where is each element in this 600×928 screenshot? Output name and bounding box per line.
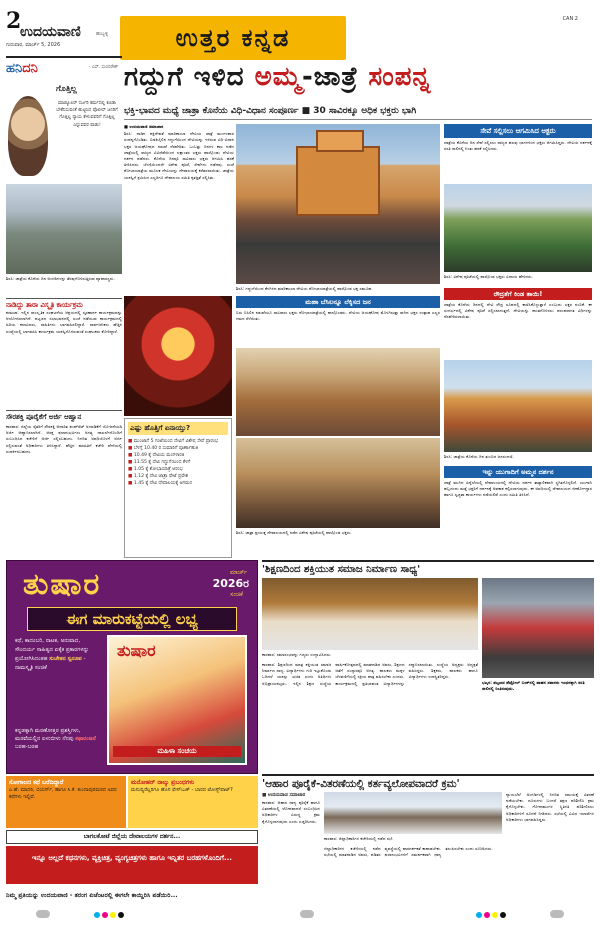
tushara-bottom-b: ಬರಹ-ಬರಹ xyxy=(15,744,39,750)
mid-box-title: ಮಹಾ ಬೆಸಿಲನ್ನೂ ಲೆಕ್ಕಿಸದ ಜನ xyxy=(236,296,440,308)
timeline-text: 11.55 ಕ್ಕೆ ದೇವಿ ಗದ್ದುಗೆಯಿಂದ ಕೆಳಗೆ xyxy=(133,460,191,465)
hanidani-column xyxy=(6,56,122,180)
right-box2-text: ಜಾತ್ರೆ ಮುಗಿದ ಹಿನ್ನೆಲೆಯಲ್ಲಿ ದೇವಾಲಯದಲ್ಲಿ ದೇವಿಯ ದರ್ಶನ ತಾತ್ಕಾಲಿಕವಾಗಿ ಸ್ಥಗಿತಗೊಳ್ಳಲಿದೆ. ಯುಗಾದಿ ಹಬ್ಬದಂದು ಮತ್ತೆ ಭಕ್ತರಿಗೆ ದರ್ಶನಕ್ಕೆ ಅವಕಾಶ ಕಲ್ಪಿಸಲಾಗುವುದು. ಈ ಅವಧಿಯಲ್ಲಿ ದೇವಾಲಯದ ಜೀರ್ಣೋದ್ಧಾರ ಹಾಗೂ ಸ್ವಚ್ಛತಾ ಕಾರ್ಯಗಳು ನಡೆಯಲಿವೆ ಎಂದು ಸಮಿತಿ ತಿಳಿಸಿದೆ. xyxy=(444,480,592,498)
hanidani-byline: - ಎಸ್. ಸುಂದರೇಶ್ xyxy=(88,65,118,70)
story4-headline: 'ಆಹಾರ ಪೂರೈಕೆ-ವಿತರಣೆಯಲ್ಲಿ ಕರ್ತವ್ಯಲೋಪವಾದರೆ ಕ್ರಮ' xyxy=(262,774,594,791)
ad-yellow-body: ಮನುಷ್ಯರೆಲ್ಲರಿಗೂ ಹೊಸ ಫೇಸ್‌ಬುಕ್ - ಬಾರದ ಟೋಸ್ಟ್‌ಪಾಟ್? xyxy=(131,787,233,793)
tushara-cover-image xyxy=(107,635,247,765)
main-headline-part-d: ಸಂಪನ್ನ xyxy=(368,62,432,92)
main-story-body xyxy=(124,124,234,284)
right-box1-title: ರೌದ್ರತೆಗೆ ಕಿಂಡ ತಾಯಿ! xyxy=(444,288,592,300)
paper-edition-city: ಹುಬ್ಬಳ್ಳಿ xyxy=(96,31,109,37)
right-photo-caption: ಶಿರಸಿ: ಜಾತ್ರೆಯ ಕೊನೆಯ ದಿನ ತುಂಬಿದ ಜನಸಂದಣಿ. xyxy=(444,454,514,459)
main-headline-part-a: ಗದ್ದುಗೆ ಇಳಿದ xyxy=(124,62,255,92)
left-photo-caption: ಶಿರಸಿ: ಜಾತ್ರೆಯ ಕೊನೆಯ ದಿನ ಅಂಗಡಿಗಳನ್ನು ತೆರವುಗೊಳಿಸುತ್ತಿರುವ ವ್ಯಾಪಾರಸ್ಥರು. xyxy=(6,276,115,281)
left-story2-body xyxy=(6,424,122,552)
hanidani-body: ಮಾಡ್ಯೂಲರ್ ಸರ್ಜರಿ ಕರ್ಮದಲ್ಲಿ ಕೂಡಾ ಬೇಕೆನಿಸುವಂತೆ ಹುಟ್ಟಿಸಿದ ಪೊಲೀಸ್ ಜನರಿಗೆ ಗೊತ್ತಿಲ್ಲ ನ್ಯಾಯ ಕೇಳುವವರಿಗೆ ಗೊತ್ತಿಲ್ಲ ಎನ್ನುವವರ ಪಾಡು! xyxy=(56,101,118,128)
main-temple-photo xyxy=(236,124,440,284)
timeline-item xyxy=(128,438,228,445)
main-photo-caption: ಶಿರಸಿ: ಗದ್ದುಗೆಯಿಂದ ಕೆಳಗಿಳಿದ ಮಾರಿಕಾಂಬಾ ದೇವಿಯ ಶೋಭಾಯಾತ್ರೆಯಲ್ಲಿ ಪಾಲ್ಗೊಂಡ ಭಕ್ತ ಸಮೂಹ. xyxy=(236,286,373,291)
tushara-blurb xyxy=(15,637,95,673)
cmyk-dot-icon xyxy=(110,912,116,918)
side-box1-text: ಜಾತ್ರೆಯ ಕೊನೆಯ ದಿನ ಸೇವೆ ಸಲ್ಲಿಸಲು ರಾಜ್ಯದ ಹಲವು ಭಾಗಗಳಿಂದ ಭಕ್ತರು ಆಗಮಿಸಿದ್ದರು. ದೇವಿಯ ದರ್ಶನಕ್ಕೆ ಸರತಿ ಸಾಲಿನಲ್ಲಿ ನಿಂತು ಹರಕೆ ಸಲ್ಲಿಸಿದರು. xyxy=(444,140,592,152)
mid-box-body xyxy=(236,310,440,346)
tushara-bottom-text xyxy=(15,727,105,751)
page-code: CAN 2 xyxy=(562,16,578,22)
tushara-blurb-highlight: ಸುಚೇತನ ಸ್ವರೂಪ xyxy=(49,656,82,662)
edition-title: ಉತ್ತರ ಕನ್ನಡ xyxy=(175,24,291,52)
story4-text2: ಜಿಲ್ಲಾಧಿಕಾರಿಗಳ ಕಚೇರಿಯಲ್ಲಿ ನಡೆದ ಸಭೆಯಲ್ಲಿ ಮಾತನಾಡಿದ ಅವರು, ಪಡಿತರ ವ್ಯವಸ್ಥೆಯಲ್ಲಿ ಪಾರದರ್ಶಕತೆ ಕಾಪಾಡಬೇಕು. ಫಲಾನುಭವಿಗಳಿಗೆ ಸಮರ್ಪಕವಾಗಿ ಧಾನ್ಯ ತಲುಪಿಸಬೇಕು ಎಂದು ಸೂಚಿಸಿದರು. xyxy=(324,846,493,858)
main-subheadline: ಭಕ್ತಿ-ಭಾವದ ಮಧ್ಯೆ ಜಾತ್ರಾ ಕೊನೆಯ ವಿಧಿ-ವಿಧಾನ ಸಂಪೂರ್ಣ ■ 30 ಸಾವಿರಕ್ಕೂ ಅಧಿಕ ಭಕ್ತರು ಭಾಗಿ xyxy=(124,106,417,116)
hanidani-brand-b: ದನಿ xyxy=(22,61,38,76)
bullet-icon: ■ xyxy=(128,460,133,465)
cmyk-dot-icon xyxy=(492,912,498,918)
registration-mark xyxy=(36,910,50,918)
tushara-special-label: ಸಂಚಿಕೆ xyxy=(230,591,243,598)
edition-banner xyxy=(120,16,346,60)
ad-yellow-box xyxy=(128,776,258,828)
left-news-photo xyxy=(6,184,122,274)
main-divider xyxy=(124,119,592,120)
tushara-tagline: ಈಗ ಮಾರುಕಟ್ಟೆಯಲ್ಲಿ ಲಭ್ಯ xyxy=(27,607,237,631)
tushara-logo: ತುಷಾರ xyxy=(23,567,102,602)
timeline-text: ಮುಂಜಾನೆ 5 ಗಂಟೆಯಿಂದ ದೇವಿಗೆ ವಿಶೇಷ ಸೇವೆ ಪ್ರಾರಂಭ xyxy=(133,439,219,444)
story3-headline: 'ಶಿಕ್ಷಣದಿಂದ ಶಕ್ತಿಯುತ ಸಮಾಜ ನಿರ್ಮಾಣ ಸಾಧ್ಯ' xyxy=(262,560,594,575)
timeline-text: 10.49 ಕ್ಕೆ ದೇವಿಯ ಮಂಗಳಾರತಿ xyxy=(133,453,185,458)
tushara-advertisement[interactable] xyxy=(6,560,258,774)
tushara-cover-title: ಮಹಿಳಾ ಸಂಚಯ xyxy=(113,746,241,757)
timeline-question: ಎಷ್ಟು ಹೊತ್ತಿಗೆ ಏನಾಯ್ತು? xyxy=(128,422,228,435)
left-story1-text: ಕುಮಟಾ: ಇಲ್ಲಿನ ಸಾಂಸ್ಕೃತಿಕ ಸಂಘಟನೆಯ ಆಶ್ರಯದಲ್ಲಿ ಸ್ಮರಣಾರ್ಥ ಕಾರ್ಯಕ್ರಮವನ್ನು ಆಯೋಜಿಸಲಾಗಿದೆ. ಪಟ್ಟಣದ ಸಭಾಭವನದಲ್ಲಿ ಸಂಜೆ ನಡೆಯುವ ಕಾರ್ಯಕ್ರಮದಲ್ಲಿ ಹಿರಿಯ ಕಲಾವಿದರು, ಸಾಹಿತಿಗಳು ಭಾಗವಹಿಸಲಿದ್ದಾರೆ. ಸಾರ್ವಜನಿಕರು ಹೆಚ್ಚಿನ ಸಂಖ್ಯೆಯಲ್ಲಿ ಭಾಗವಹಿಸಿ ಕಾರ್ಯಕ್ರಮ ಯಶಸ್ವಿಗೊಳಿಸುವಂತೆ ಸಂಘಟಕರು ಕೋರಿದ್ದಾರೆ. xyxy=(6,310,122,334)
dateline: ಗುರುವಾರ, ಮಾರ್ಚ್ 5, 2026 xyxy=(6,42,61,48)
bullet-icon: ■ xyxy=(128,481,133,486)
bullet-icon: ■ xyxy=(128,474,133,479)
timeline-item xyxy=(128,452,228,459)
story3-text: ಕಾರವಾರ: ಶಿಕ್ಷಣದಿಂದ ಮಾತ್ರ ಶಕ್ತಿಯುತ ಸಮಾಜ ನಿರ್ಮಾಣ ಸಾಧ್ಯ. ವಿದ್ಯಾರ್ಥಿಗಳು ಗುರಿ ಇಟ್ಟುಕೊಂಡು ಓದಿದರೆ ಯಶಸ್ಸು ಖಚಿತ ಎಂದು ಅತಿಥಿಗಳು ಅಭಿಪ್ರಾಯಪಟ್ಟರು. ಇಲ್ಲಿನ ಶಿಕ್ಷಣ ಸಂಸ್ಥೆಯ ವಾರ್ಷಿಕೋತ್ಸವದಲ್ಲಿ ಮಾತನಾಡಿದ ಅವರು, ಶಿಕ್ಷಣದ ಜತೆಗೆ ಸಂಸ್ಕಾರವೂ ಅಗತ್ಯ. ಪಾಲಕರು ಮಕ್ಕಳ ಬೆಳವಣಿಗೆಯಲ್ಲಿ ಸಕ್ರಿಯ ಪಾತ್ರ ವಹಿಸಬೇಕು ಎಂದರು. ಕಾರ್ಯಕ್ರಮದಲ್ಲಿ ಪ್ರತಿಭಾವಂತ ವಿದ್ಯಾರ್ಥಿಗಳನ್ನು ಸನ್ಮಾನಿಸಲಾಯಿತು. ಸಂಸ್ಥೆಯ ಅಧ್ಯಕ್ಷರು ಅಧ್ಯಕ್ಷತೆ ವಹಿಸಿದ್ದರು. ಶಿಕ್ಷಕರು, ಪಾಲಕರು ಹಾಗೂ ವಿದ್ಯಾರ್ಥಿಗಳು ಉಪಸ್ಥಿತರಿದ್ದರು. xyxy=(262,662,478,686)
timeline-text: 1.45 ಕ್ಕೆ ದೇವಿ ದೇವಾಲಯಕ್ಕೆ ಆಗಮನ xyxy=(133,481,193,486)
ad-yellow-title: ಮನೋಹರ್ ನಾಲ್ಕು ಪ್ರಬಂಧಗಳು xyxy=(131,779,195,786)
columnist-portrait xyxy=(8,96,48,176)
left-story2-text: ಕಾರವಾರ: ಜಿಲ್ಲೆಯ ರೈತರಿಗೆ ಸೌರಶಕ್ತಿ ಆಧಾರಿತ ಪಂಪ್‌ಸೆಟ್ ಅಳವಡಿಕೆಗೆ ಯೋಜನೆಯಡಿ ಅರ್ಜಿ ಆಹ್ವಾನಿಸಲಾಗಿದೆ. ಆಸಕ್ತ ಫಲಾನುಭವಿಗಳು ಅಗತ್ಯ ದಾಖಲೆಗಳೊಂದಿಗೆ ಸಂಬಂಧಿಸಿದ ಕಚೇರಿಗೆ ಅರ್ಜಿ ಸಲ್ಲಿಸಬಹುದು. ನಿಗದಿತ ಅವಧಿಯೊಳಗೆ ಅರ್ಜಿ ಸಲ್ಲಿಸುವಂತೆ ಅಧಿಕಾರಿಗಳು ತಿಳಿಸಿದ್ದಾರೆ. ಹೆಚ್ಚಿನ ಮಾಹಿತಿಗೆ ಕಚೇರಿ ವೇಳೆಯಲ್ಲಿ ಸಂಪರ್ಕಿಸಬಹುದು. xyxy=(6,424,122,454)
side-box1-body xyxy=(444,140,592,180)
tushara-cover-logo: ತುಷಾರ xyxy=(117,641,156,660)
side-box1-title: ಸೇವೆ ಸಲ್ಲಿಸಲು ಆಗಮಿಸಿದ ಆಕ್ಟರು xyxy=(444,124,592,138)
mid-procession-photo xyxy=(236,348,440,436)
bullet-icon: ■ xyxy=(128,467,133,472)
bullet-icon: ■ xyxy=(128,446,133,451)
story4-text1: ಕಾರವಾರ: ಆಹಾರ ಧಾನ್ಯ ಪೂರೈಕೆ ಹಾಗೂ ವಿತರಣೆಯಲ್ಲಿ ಲೋಪವಾದರೆ ಸಂಬಂಧಿಸಿದ ಅಧಿಕಾರಿಗಳ ವಿರುದ್ಧ ಕ್ರಮ ಕೈಗೊಳ್ಳಲಾಗುವುದು ಎಂದು ಎಚ್ಚರಿಸಿದರು. xyxy=(262,800,320,824)
timeline-box xyxy=(124,418,232,558)
cmyk-dot-icon xyxy=(476,912,482,918)
mid-pooja-photo xyxy=(236,438,440,528)
story3-event-photo xyxy=(262,578,478,650)
tushara-bottom-a: ಕನ್ನಡಕ್ಕಾಗಿ ಮರಣೋತ್ತರ ಪ್ರಶಸ್ತಿಗಳು, ಮರವೆಯಲ್ಲಿನ ಏಳುಬೀಳು ನೆನಪು xyxy=(15,728,81,742)
main-headline xyxy=(124,62,592,93)
main-headline-part-c: -ಜಾತ್ರೆ xyxy=(301,62,369,92)
right-box2-body xyxy=(444,480,592,552)
story4-body-col2 xyxy=(324,846,502,888)
mid-photo-caption: ಶಿರಸಿ: ಜಾತ್ರಾ ಪ್ರಯುಕ್ತ ದೇವಾಲಯದಲ್ಲಿ ನಡೆದ ವಿಶೇಷ ಪೂಜೆಯಲ್ಲಿ ಪಾಲ್ಗೊಂಡ ಭಕ್ತರು. xyxy=(236,530,352,535)
right-box2-title: ಇನ್ನು ಯುಗಾದಿಗೆ ಅಮ್ಮನ ದರ್ಶನ xyxy=(444,466,592,478)
timeline-item xyxy=(128,445,228,452)
timeline-item xyxy=(128,473,228,480)
bullet-icon: ■ xyxy=(128,453,133,458)
right-crowd-photo xyxy=(444,360,592,452)
ad-banner-strip: ಬಾಗಲಕೋಟೆ ಜಿಲ್ಲೆಯ ದೇವಾಲಯಗಳ ದರ್ಶನ... xyxy=(6,830,258,844)
cmyk-dot-icon xyxy=(118,912,124,918)
timeline-text: ಬೆಳಗ್ಗೆ 10.40 ರ ಸುಮಾರಿಗೆ ಪೂರ್ಣಾಹುತಿ xyxy=(133,446,199,451)
left-story1-body xyxy=(6,310,122,406)
story4-text3: ನ್ಯಾಯಬೆಲೆ ಅಂಗಡಿಗಳಲ್ಲಿ ನಿಗದಿತ ಸಮಯಕ್ಕೆ ವಿತರಣೆ ನಡೆಯಬೇಕು. ದೂರುಗಳು ಬಂದರೆ ತಕ್ಷಣ ಪರಿಶೀಲಿಸಿ ಕ್ರಮ ಕೈಗೊಳ್ಳಬೇಕು. ಗೋದಾಮುಗಳ ಸ್ಥಿತಿಗತಿ ಪರಿಶೀಲಿಸಲು ಅಧಿಕಾರಿಗಳಿಗೆ ಸೂಚನೆ ನೀಡಿದರು. ಸಭೆಯಲ್ಲಿ ವಿವಿಧ ಇಲಾಖೆಗಳ ಅಧಿಕಾರಿಗಳು ಭಾಗವಹಿಸಿದ್ದರು. xyxy=(506,792,594,822)
right-box1-body xyxy=(444,302,592,358)
left-story1-headline: ನಾಡಿದ್ದು ತಾರಾ ವಿಸ್ಮೃತಿ ಕಾರ್ಯಕ್ರಮ xyxy=(6,298,122,310)
temple-shape xyxy=(296,146,380,216)
tushara-blurb-b: - ನಾಮಸ್ಮೃತಿ ಸಂಚಿಕೆ xyxy=(15,656,86,671)
side-crowd-photo xyxy=(444,184,592,272)
paper-name: ಉದಯವಾಣಿ xyxy=(20,24,81,40)
ad-orange-box xyxy=(6,776,126,828)
bullet-icon: ■ xyxy=(128,439,133,444)
main-headline-part-b: ಅಮ್ಮ xyxy=(254,62,302,92)
cmyk-dot-icon xyxy=(94,912,100,918)
footer-promo: ನಿಮ್ಮ ಪ್ರತಿಯನ್ನು ಉದಯವಾಣಿ - ತರಂಗ ಏಜೆಂಟರಲ್ಲಿ ಈಗಲೇ ಕಾಯ್ದಿರಿಸಿ ಪಡೆಯಿರಿ... xyxy=(6,892,178,899)
main-story-text: ಶಿರಸಿ: ನಾಡಿನ ಶಕ್ತಿದೇವತೆ ಮಾರಿಕಾಂಬಾ ದೇವಿಯ ಜಾತ್ರೆ ಮಂಗಳವಾರ ಸಂಪನ್ನಗೊಂಡಿತು. ಬಿಡಕಿಬೈಲಿನ ಗದ್ದುಗೆಯಿಂದ ದೇವಿಯನ್ನು ಇಳಿಸುವ ವಿಧಿ-ವಿಧಾನ ಭಕ್ತರ ಜಯಘೋಷದ ನಡುವೆ ನೆರವೇರಿತು. ಒಂಬತ್ತು ದಿನಗಳ ಕಾಲ ನಡೆದ ಜಾತ್ರೆಯಲ್ಲಿ ರಾಜ್ಯದ ವಿವಿಧೆಡೆಯಿಂದ ಲಕ್ಷಾಂತರ ಭಕ್ತರು ಪಾಲ್ಗೊಂಡು ದೇವಿಯ ದರ್ಶನ ಪಡೆದರು. ಕೊನೆಯ ದಿನವೂ ಸಾವಿರಾರು ಭಕ್ತರು ಆಗಮಿಸಿ ಹರಕೆ ತೀರಿಸಿದರು. ಬೆಳಗ್ಗೆಯಿಂದಲೇ ವಿಶೇಷ ಪೂಜೆ, ಸೇವೆಗಳು ನಡೆದವು. ಸಂಜೆ ಶೋಭಾಯಾತ್ರೆಯ ಮೂಲಕ ದೇವಿಯನ್ನು ದೇವಾಲಯಕ್ಕೆ ಕರೆತರಲಾಯಿತು. ಜಾತ್ರೆಯ ಯಶಸ್ವಿಗೆ ಶ್ರಮಿಸಿದ ಎಲ್ಲರಿಗೂ ದೇವಾಲಯ ಸಮಿತಿ ಕೃತಜ್ಞತೆ ಸಲ್ಲಿಸಿತು. xyxy=(124,131,234,180)
ad-orange-title: ಸೋಗಾಲದ ಕಥೆ ಬರೆದಿದ್ದಾರೆ xyxy=(9,779,64,786)
tushara-blurb-a: ಕಥೆ, ಕಾದಂಬರಿ, ನಾಟಕ, ಅನುವಾದ, ಸೌಂದರ್ಯ ಸಾಹಿತ್ಯದ ಏಕೈಕ ಪ್ರಕಾರಗಳನ್ನು ಪ್ರಯೋಗಿಸಿದಂತಹ xyxy=(15,638,89,662)
cmyk-dot-icon xyxy=(102,912,108,918)
mid-box-text: ಬಿರು ಬಿಸಿಲಿನ ನಡುವೆಯೂ ಸಾವಿರಾರು ಭಕ್ತರು ಶೋಭಾಯಾತ್ರೆಯಲ್ಲಿ ಪಾಲ್ಗೊಂಡರು. ದೇವಿಯ ಜಯಘೋಷ ಮೊಳಗಿಸುತ್ತಾ ಸಾಗಿದ ಭಕ್ತರ ಉತ್ಸಾಹ ಎಲ್ಲರ ಗಮನ ಸೆಳೆಯಿತು. xyxy=(236,310,440,322)
page-number: 2 xyxy=(6,8,22,34)
right-box1-text: ಜಾತ್ರೆಯ ಕೊನೆಯ ದಿನದಲ್ಲಿ ದೇವಿ ರೌದ್ರ ರೂಪದಲ್ಲಿ ಕಾಣಿಸಿಕೊಳ್ಳುತ್ತಾಳೆ ಎಂಬುದು ಭಕ್ತರ ನಂಬಿಕೆ. ಈ ಸಂದರ್ಭದಲ್ಲಿ ವಿಶೇಷ ಪೂಜೆ ಸಲ್ಲಿಸಲಾಗುತ್ತದೆ. ದೇವಿಯನ್ನು ಶಾಂತಗೊಳಿಸಲು ಪರಂಪರಾಗತ ವಿಧಿಗಳನ್ನು ನೆರವೇರಿಸಲಾಯಿತು. xyxy=(444,302,592,320)
tushara-issue-month: ಮಾರ್ಚ್ xyxy=(230,569,247,576)
timeline-text: 1.05 ಕ್ಕೆ ಶೋಭಾಯಾತ್ರೆ ಆರಂಭ xyxy=(133,467,183,472)
timeline-text: 1.12 ಕ್ಕೆ ದೇವಿ ಜಾತ್ರಾ ಪೇಟೆ ಪ್ರವೇಶ xyxy=(133,474,189,479)
side-photo-caption: ಶಿರಸಿ: ವಿಶೇಷ ಪೂಜೆಯಲ್ಲಿ ಪಾಲ್ಗೊಂಡ ಭಕ್ತರು ವಿದಾಯ ಹೇಳಿದರು. xyxy=(444,274,533,279)
cmyk-dot-icon xyxy=(500,912,506,918)
petrol-bunk-caption: ಭಟ್ಕಳ: ಪಟ್ಟಣದ ಪೆಟ್ರೋಲ್ ಬಂಕ್‌ನಲ್ಲಿ ವಾಹನ ಸವಾರರು ಇಂಧನಕ್ಕಾಗಿ ಸರತಿ ಸಾಲಿನಲ್ಲಿ ನಿಂತಿರುವುದು. xyxy=(482,680,585,692)
ad-orange-body: ಎ.ಹೆ. ಮಾದರಿ, ಬಿಯರ್ಸ್, ಹಾಗೂ ಸಿ.ಕೆ. ಕುಂದಾಪುರಮಠದ ಅವರ ಕಥೆಗಳು ಇಲ್ಲಿವೆ. xyxy=(9,787,117,800)
story3-photo-caption: ಕಾರವಾರ: ಸಮಾರಂಭವನ್ನು ಗಣ್ಯರು ಉದ್ಘಾಟಿಸಿದರು. xyxy=(262,652,332,657)
hanidani-title: ಗೊತ್ತಿಲ್ಲ xyxy=(56,84,77,93)
story4-meeting-photo xyxy=(324,792,502,834)
story3-body xyxy=(262,662,478,768)
registration-mark xyxy=(550,910,564,918)
left-story2-headline: ಸೌರಶಕ್ತಿ ಪೂರೈಕೆಗೆ ಅರ್ಜಿ ಆಹ್ವಾನ xyxy=(6,410,122,422)
hanidani-brand-a: ಹನಿ xyxy=(6,61,23,76)
goddess-idol-photo xyxy=(124,296,232,416)
timeline-item xyxy=(128,459,228,466)
petrol-bunk-photo xyxy=(482,578,594,678)
timeline-item xyxy=(128,466,228,473)
story4-body-col1 xyxy=(262,800,320,888)
ad-red-strip: ಇನ್ನೂ ಅಲ್ಲದೆ ಕಥನಗಳು, ವ್ಯಕ್ತಿಚಿತ್ರ, ವ್ಯಂಗ್ಯಚಿತ್ರಗಳು ಹಾಗೂ ಇನ್ನಿತರ ಬರಹಗಳೊಂದಿಗೆ... xyxy=(6,846,258,884)
registration-mark xyxy=(300,910,314,918)
tushara-issue-year: 2026ರ xyxy=(212,577,249,590)
timeline-item xyxy=(128,480,228,487)
main-byline: ■ ಉದಯವಾಣಿ ಸಮಾಚಾರ xyxy=(124,124,164,129)
cmyk-dot-icon xyxy=(484,912,490,918)
story4-photo-caption: ಕಾರವಾರ: ಜಿಲ್ಲಾಧಿಕಾರಿಗಳ ಕಚೇರಿಯಲ್ಲಿ ನಡೆದ ಸಭೆ. xyxy=(324,836,394,841)
story4-byline: ■ ಉದಯವಾಣಿ ಸಮಾಚಾರ xyxy=(262,793,306,798)
story4-body-col3 xyxy=(506,792,594,888)
tushara-bottom-highlight: ಕಥಾರಂಜನೆ xyxy=(75,736,96,742)
